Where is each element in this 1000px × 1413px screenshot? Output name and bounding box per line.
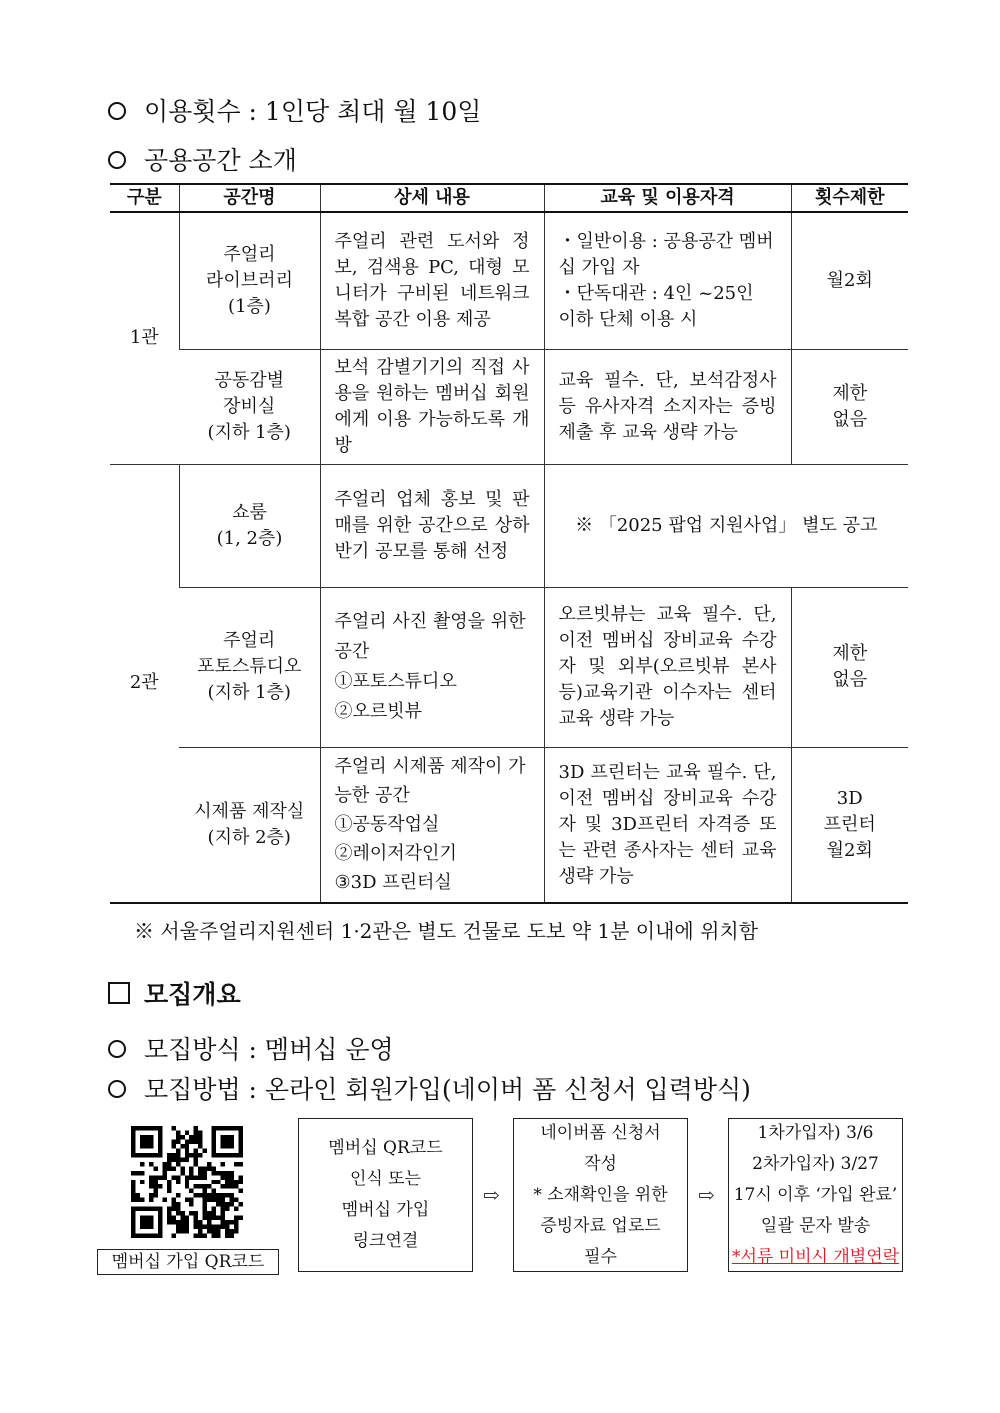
space-intro-line: 공용공간 소개 (108, 141, 297, 177)
schedule-line: 일괄 문자 발송 (760, 1215, 871, 1236)
header-category: 구분 (110, 184, 179, 212)
space-name-cell: 시제품 제작실 (지하 2층) (179, 747, 320, 903)
detail-item: ①포토스튜디오 (334, 671, 457, 692)
detail-cell (320, 747, 544, 903)
schedule-line: 2차가입자) 3/27 (752, 1153, 879, 1174)
qualification-cell: ・일반이용 : 공용공간 멤버십 가입 자 ・단독대관 : 4인 ~25인 이하 단체 이용 시 (544, 212, 791, 349)
recruit-process-line: 모집방법 : 온라인 회원가입(네이버 폼 신청서 입력방식) (108, 1070, 751, 1106)
recruit-method-line: 모집방식 : 멤버십 운영 (108, 1030, 394, 1066)
header-qualification: 교육 및 이용자격 (544, 184, 791, 212)
detail-item: ③3D 프린터실 (334, 872, 452, 894)
checkbox-square-icon (108, 982, 130, 1004)
detail-cell: 주얼리 업체 홍보 및 판매를 위한 공간으로 상하반기 공모를 통해 선정 (320, 464, 544, 587)
popup-notice-cell: ※ 「2025 팝업 지원사업」 별도 공고 (544, 464, 908, 587)
header-limit: 횟수제한 (791, 184, 908, 212)
schedule-line: 1차가입자) 3/6 (757, 1122, 874, 1143)
space-name-cell: 쇼룸 (1, 2층) (179, 464, 320, 587)
step-qr-link-box: 멤버십 QR코드 인식 또는 멤버십 가입 링크연결 (298, 1118, 473, 1272)
step-naver-form-box: 네이버폼 신청서 작성 * 소재확인을 위한 증빙자료 업로드 필수 (513, 1118, 688, 1272)
header-detail: 상세 내용 (320, 184, 544, 212)
circle-bullet-icon (108, 102, 126, 120)
arrow-right-icon: ⇨ (698, 1183, 715, 1207)
table-row (110, 349, 908, 464)
detail-item: ②레이저각인기 (334, 843, 457, 865)
step-schedule-box (728, 1118, 903, 1272)
detail-item: ①공동작업실 (334, 814, 440, 836)
qualification-cell: 교육 필수. 단, 보석감정사 등 유사자격 소지자는 증빙제출 후 교육 생략 가능 (544, 349, 791, 464)
limit-cell: 월2회 (791, 212, 908, 349)
location-note: ※ 서울주얼리지원센터 1·2관은 별도 건물로 도보 약 1분 이내에 위치함 (134, 919, 759, 943)
circle-bullet-icon (108, 1080, 126, 1098)
usage-limit-line: 이용횟수 : 1인당 최대 월 10일 (108, 92, 481, 128)
detail-cell: 보석 감별기기의 직접 사용을 원하는 멤버십 회원에게 이용 가능하도록 개방 (320, 349, 544, 464)
circle-bullet-icon (108, 1040, 126, 1058)
table-row (110, 587, 908, 747)
space-name-cell: 주얼리 포토스튜디오 (지하 1층) (179, 587, 320, 747)
qr-caption: 멤버십 가입 QR코드 (97, 1249, 279, 1275)
limit-cell: 제한 없음 (791, 587, 908, 747)
table-row (110, 464, 908, 587)
detail-item: ②오르빗뷰 (334, 701, 423, 722)
missing-docs-notice: *서류 미비시 개별연락 (731, 1246, 900, 1267)
qualification-cell: 3D 프린터는 교육 필수. 단, 이전 멤버십 장비교육 수강자 및 3D프린터 자격증 또는 관련 종사자는 센터 교육 생략 가능 (544, 747, 791, 903)
space-name-cell: 공동감별 장비실 (지하 1층) (179, 349, 320, 464)
table-row (110, 747, 908, 903)
membership-qr-code[interactable] (131, 1126, 243, 1238)
detail-cell: 주얼리 관련 도서와 정보, 검색용 PC, 대형 모니터가 구비된 네트워크 복합 공간 이용 제공 (320, 212, 544, 349)
header-space-name: 공간명 (179, 184, 320, 212)
space-table (110, 183, 908, 904)
detail-intro: 주얼리 사진 촬영을 위한 공간 (334, 611, 526, 662)
detail-cell (320, 587, 544, 747)
qualification-cell: 오르빗뷰는 교육 필수. 단, 이전 멤버십 장비교육 수강자 및 외부(오르빗뷰 본사 등)교육기관 이수자는 센터 교육 생략 가능 (544, 587, 791, 747)
table-header-row (110, 184, 908, 212)
table-row (110, 212, 908, 349)
building-1-cell: 1관 (110, 212, 179, 464)
limit-cell: 제한 없음 (791, 349, 908, 464)
circle-bullet-icon (108, 151, 126, 169)
building-2-cell: 2관 (110, 464, 179, 903)
limit-cell: 3D 프린터 월2회 (791, 747, 908, 903)
recruit-heading: 모집개요 (108, 975, 241, 1011)
detail-intro: 주얼리 시제품 제작이 가능한 공간 (334, 756, 526, 807)
schedule-line: 17시 이후 ‘가입 완료’ (733, 1184, 898, 1205)
arrow-right-icon: ⇨ (483, 1183, 500, 1207)
space-name-cell: 주얼리 라이브러리 (1층) (179, 212, 320, 349)
